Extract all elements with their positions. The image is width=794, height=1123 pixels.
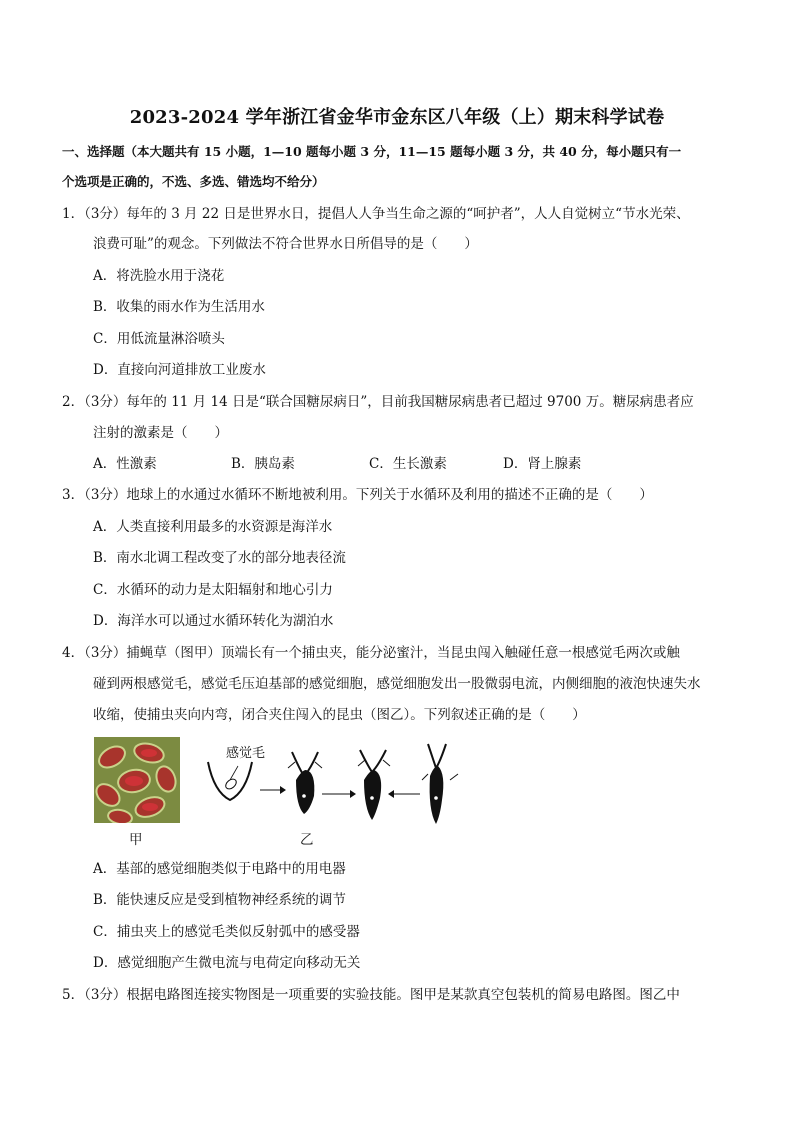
question-1-option-b: B．收集的雨水作为生活用水	[93, 299, 265, 315]
question-4-line-2: 碰到两根感觉毛，感觉毛压迫基部的感觉细胞，感觉细胞发出一股微弱电流，内侧细胞的液泡快速失水	[93, 676, 701, 692]
question-2-option-b: B．胰岛素	[231, 456, 295, 472]
question-2-line-2: 注射的激素是（ ）	[93, 425, 228, 441]
question-3-option-c: C．水循环的动力是太阳辐射和地心引力	[93, 582, 333, 598]
question-3-option-d: D．海洋水可以通过水循环转化为湖泊水	[93, 613, 334, 629]
question-1-line-2: 浪费可耻”的观念。下列做法不符合世界水日所倡导的是（ ）	[93, 236, 478, 252]
question-1-option-c: C．用低流量淋浴喷头	[93, 331, 225, 347]
exam-title: 2023-2024 学年浙江省金华市金东区八年级（上）期末科学试卷	[129, 107, 665, 128]
question-4-option-a: A．基部的感觉细胞类似于电路中的用电器	[93, 861, 346, 877]
question-2-option-a: A．性激素	[93, 456, 157, 472]
question-5-line-1: 5．（3分）根据电路图连接实物图是一项重要的实验技能。图甲是某款真空包装机的简易电路图。图乙中	[62, 987, 680, 1003]
question-3-line-1: 3．（3分）地球上的水通过水循环不断地被利用。下列关于水循环及利用的描述不正确的是（ ）	[62, 487, 653, 503]
question-4-line-3: 收缩，使捕虫夹向内弯，闭合夹住闯入的昆虫（图乙）。下列叙述正确的是（ ）	[93, 707, 586, 723]
question-1-option-a: A．将洗脸水用于浇花	[93, 268, 225, 284]
section-instructions-line-2: 个选项是正确的，不选、多选、错选均不给分）	[62, 174, 325, 189]
question-2-option-d: D．肾上腺素	[503, 456, 582, 472]
figure-caption-a: 甲	[129, 832, 143, 848]
question-2-line-1: 2．（3分）每年的 11 月 14 日是“联合国糖尿病日”，目前我国糖尿病患者已超过 9700 万。糖尿病患者应	[62, 394, 694, 410]
venus-flytrap-photo	[94, 737, 180, 823]
venus-flytrap-illustration	[94, 737, 180, 823]
sensory-hair-label: 感觉毛	[226, 746, 266, 761]
section-instructions-line-1: 一、选择题（本大题共有 15 小题，1—10 题每小题 3 分，11—15 题每小题 3 分，共 40 分，每小题只有一	[62, 144, 682, 159]
question-3-option-b: B．南水北调工程改变了水的部分地表径流	[93, 550, 346, 566]
question-2-option-c: C．生长激素	[369, 456, 447, 472]
question-4-option-d: D．感觉细胞产生微电流与电荷定向移动无关	[93, 955, 361, 971]
question-4-option-c: C．捕虫夹上的感觉毛类似反射弧中的感受器	[93, 924, 360, 940]
question-3-option-a: A．人类直接利用最多的水资源是海洋水	[93, 519, 333, 535]
question-4-line-1: 4．（3分）捕蝇草（图甲）顶端长有一个捕虫夹，能分泌蜜汁，当昆虫闯入触碰任意一根感觉毛两次或触	[62, 645, 680, 661]
question-4-option-b: B．能快速反应是受到植物神经系统的调节	[93, 892, 346, 908]
figure-caption-b: 乙	[300, 832, 314, 848]
question-1-option-d: D．直接向河道排放工业废水	[93, 362, 266, 378]
question-1-line-1: 1．（3分）每年的 3 月 22 日是世界水日，提倡人人争当生命之源的“呵护者”，人人自觉树立“节水光荣、	[62, 206, 690, 222]
